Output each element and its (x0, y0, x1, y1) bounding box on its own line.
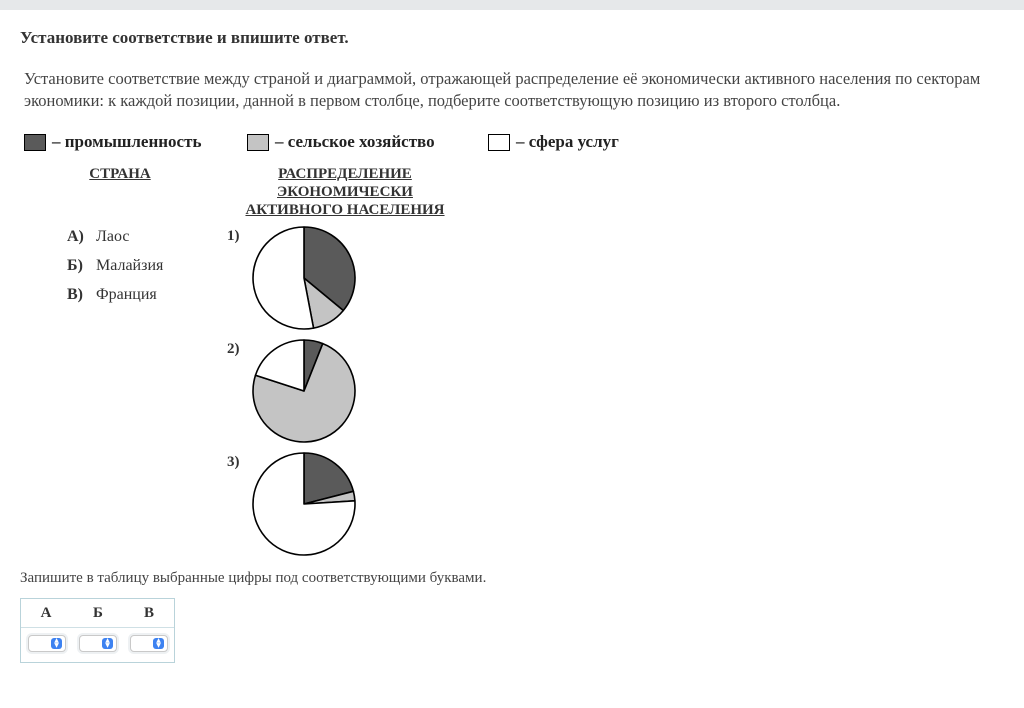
distribution-column-header (230, 165, 460, 219)
pie-chart-3 (251, 451, 359, 557)
legend-item-industry (24, 132, 201, 152)
select-arrows-icon: ▲ ▼ (51, 638, 62, 649)
answer-header-v: В (143, 605, 154, 621)
legend-swatch-agriculture (247, 134, 269, 151)
distribution-header-line-3: АКТИВНОГО НАСЕЛЕНИЯ (245, 202, 445, 218)
chart-label-1: 1) (227, 228, 240, 244)
legend-label-industry: – промышленность (52, 132, 202, 151)
legend-item-agriculture (247, 132, 435, 152)
country-name: Малайзия (96, 257, 164, 274)
country-item-malaysia (67, 257, 163, 275)
country-name: Лаос (96, 228, 130, 245)
legend-swatch-industry (24, 134, 46, 151)
pie-1-slice-services (253, 227, 314, 329)
task-instruction: Установите соответствие между страной и диаграммой, отражающей распределение её экономически активного населения по секторам экономики: к каждой позиции, данной в первом столбце, подберите соответствующую позицию из второго столбца. (24, 69, 981, 110)
legend-label-services: – сфера услуг (516, 132, 619, 151)
answer-header-b: Б (93, 605, 103, 621)
answer-select-b[interactable] (79, 635, 117, 652)
legend-item-services (488, 132, 619, 152)
country-item-france (67, 286, 157, 304)
chart-label-2: 2) (227, 341, 240, 357)
legend-label-agriculture: – сельское хозяйство (275, 132, 435, 151)
answer-select-a[interactable] (28, 635, 66, 652)
answer-select-v[interactable] (130, 635, 168, 652)
distribution-header-line-2: ЭКОНОМИЧЕСКИ (277, 184, 413, 200)
pie-chart-2 (251, 338, 359, 444)
country-letter: В) (67, 286, 83, 303)
country-letter: Б) (67, 257, 83, 274)
answer-note: Запишите в таблицу выбранные цифры под соответствующими буквами. (20, 570, 487, 586)
answer-header-a: А (40, 605, 52, 621)
distribution-header-line-1: РАСПРЕДЕЛЕНИЕ (278, 166, 412, 182)
country-name: Франция (96, 286, 157, 303)
pie-chart-1 (251, 225, 359, 331)
legend-swatch-services (488, 134, 510, 151)
top-bar (0, 0, 1024, 10)
task-title: Установите соответствие и впишите ответ. (20, 28, 349, 47)
select-arrows-icon: ▲ ▼ (102, 638, 113, 649)
answer-table-divider (21, 627, 174, 628)
chart-label-3: 3) (227, 454, 240, 470)
select-arrows-icon: ▲ ▼ (153, 638, 164, 649)
answer-table (20, 598, 175, 663)
country-column-header: СТРАНА (89, 166, 151, 182)
country-letter: А) (67, 228, 84, 245)
country-item-laos (67, 228, 129, 246)
